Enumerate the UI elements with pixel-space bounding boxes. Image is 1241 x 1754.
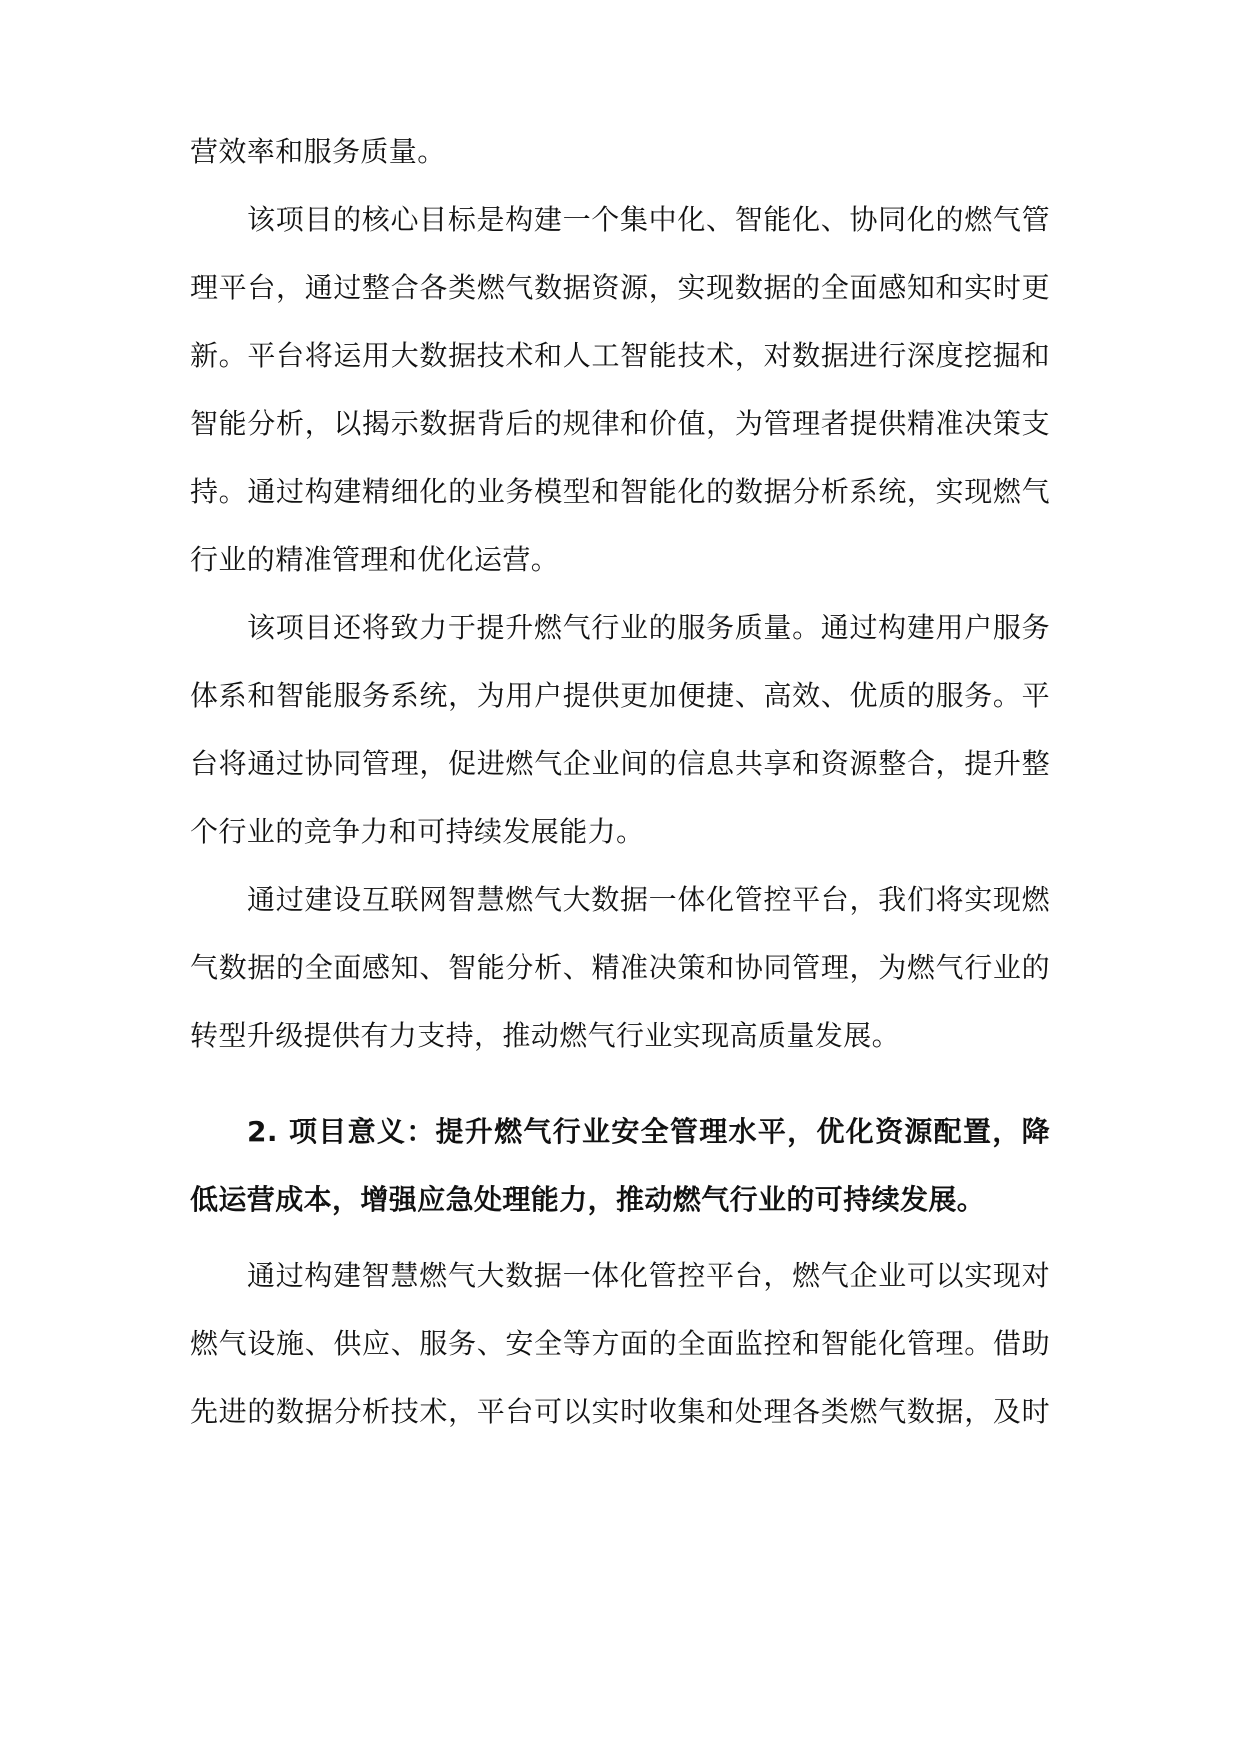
paragraph-line: 先进的数据分析技术，平台可以实时收集和处理各类燃气数据，及时 xyxy=(190,1395,1050,1428)
paragraph-line: 通过构建智慧燃气大数据一体化管控平台，燃气企业可以实现对 xyxy=(247,1259,1050,1292)
section-heading-line: 2. 项目意义：提升燃气行业安全管理水平，优化资源配置，降 xyxy=(247,1115,1050,1148)
paragraph-line: 该项目还将致力于提升燃气行业的服务质量。通过构建用户服务 xyxy=(247,611,1050,644)
paragraph-line: 燃气设施、供应、服务、安全等方面的全面监控和智能化管理。借助 xyxy=(190,1327,1050,1360)
paragraph-line: 持。通过构建精细化的业务模型和智能化的数据分析系统，实现燃气 xyxy=(190,475,1050,508)
paragraph-line: 气数据的全面感知、智能分析、精准决策和协同管理，为燃气行业的 xyxy=(190,951,1050,984)
section-heading-line: 低运营成本，增强应急处理能力，推动燃气行业的可持续发展。 xyxy=(190,1183,986,1216)
paragraph-line: 台将通过协同管理，促进燃气企业间的信息共享和资源整合，提升整 xyxy=(190,747,1050,780)
paragraph-line: 该项目的核心目标是构建一个集中化、智能化、协同化的燃气管 xyxy=(247,203,1050,236)
paragraph-line: 行业的精准管理和优化运营。 xyxy=(190,543,560,576)
paragraph-line: 智能分析，以揭示数据背后的规律和价值，为管理者提供精准决策支 xyxy=(190,407,1050,440)
paragraph-line: 体系和智能服务系统，为用户提供更加便捷、高效、优质的服务。平 xyxy=(190,679,1050,712)
paragraph-line: 转型升级提供有力支持，推动燃气行业实现高质量发展。 xyxy=(190,1019,901,1052)
paragraph-line: 理平台，通过整合各类燃气数据资源，实现数据的全面感知和实时更 xyxy=(190,271,1050,304)
paragraph-line: 个行业的竞争力和可持续发展能力。 xyxy=(190,815,645,848)
paragraph-line: 营效率和服务质量。 xyxy=(190,135,446,168)
paragraph-line: 通过建设互联网智慧燃气大数据一体化管控平台，我们将实现燃 xyxy=(247,883,1050,916)
paragraph-line: 新。平台将运用大数据技术和人工智能技术，对数据进行深度挖掘和 xyxy=(190,339,1050,372)
